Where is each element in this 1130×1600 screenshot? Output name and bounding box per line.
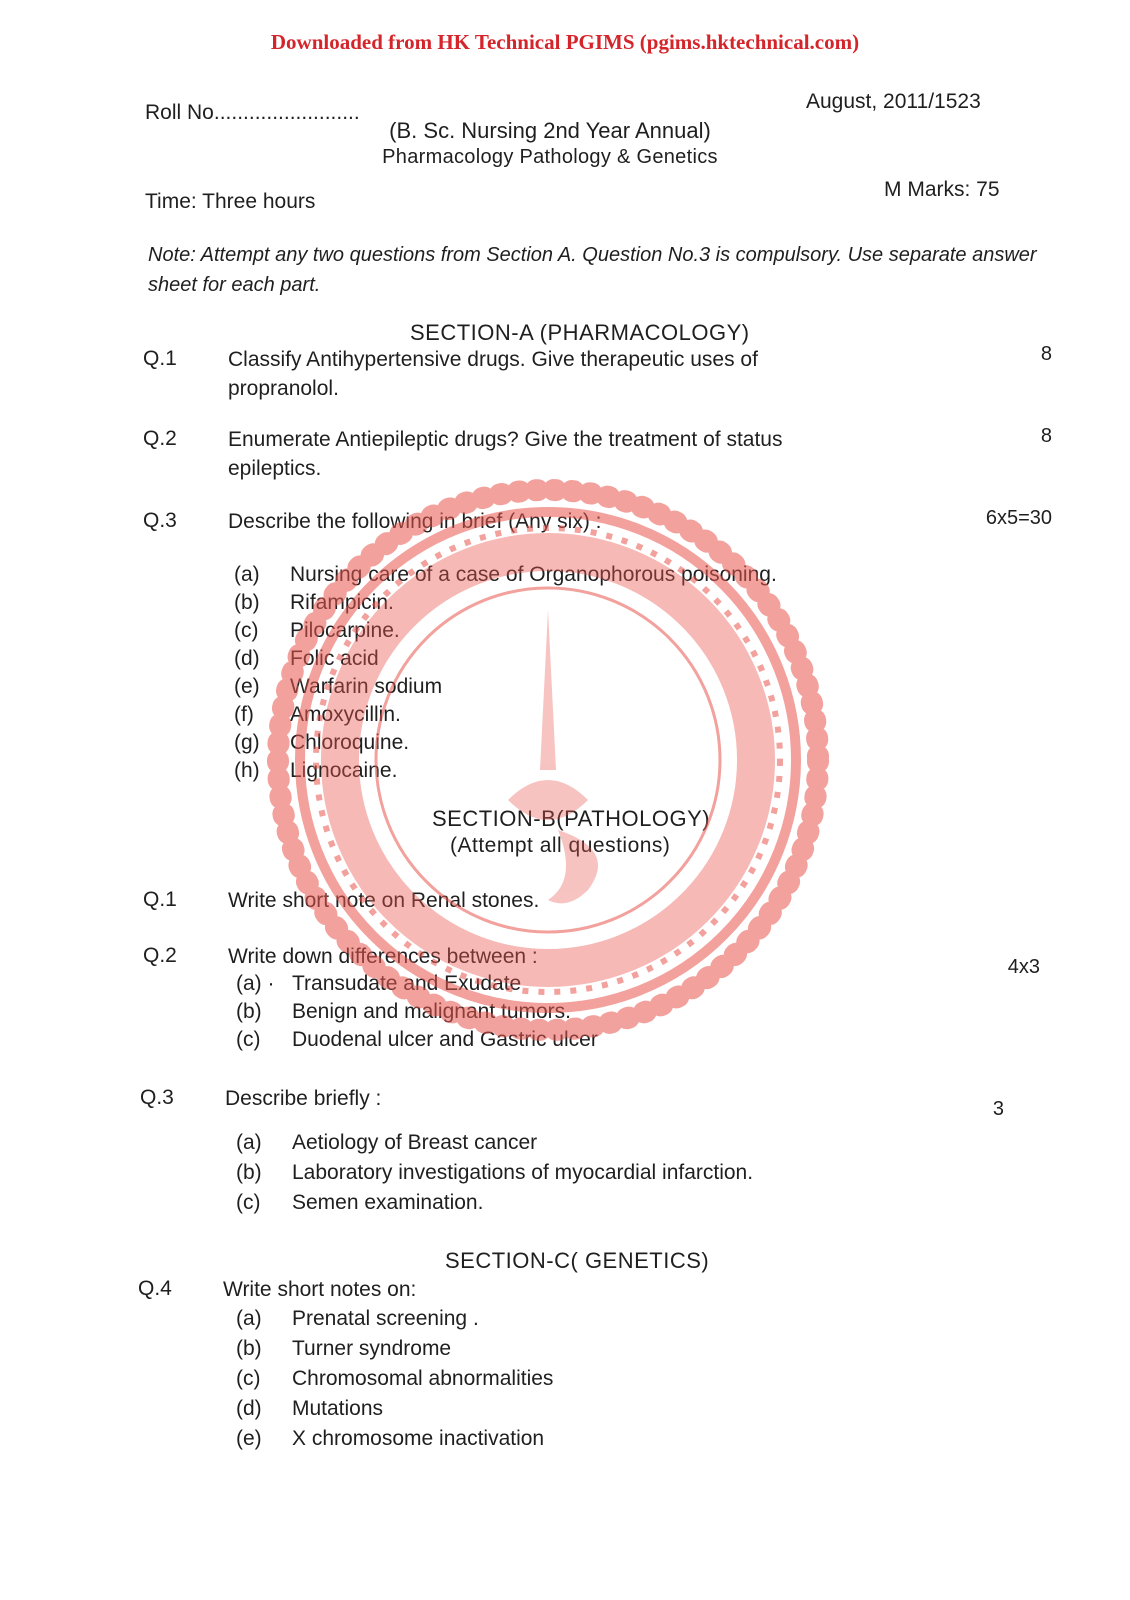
item-label: (d) <box>236 1397 262 1420</box>
question-marks: 8 <box>1040 425 1052 447</box>
item-text: Folic acid <box>290 647 379 670</box>
question-number: Q.1 <box>143 888 177 911</box>
item-label: (e) <box>234 675 260 698</box>
list-item <box>236 1304 553 1334</box>
item-text: Nursing care of a case of Organophorous poisoning. <box>290 563 777 586</box>
item-text: Pilocarpine. <box>290 619 400 642</box>
question-text: Describe briefly : <box>225 1087 382 1110</box>
question-number: Q.3 <box>140 1086 174 1109</box>
list-item <box>236 1334 553 1364</box>
question-marks: 4x3 <box>1007 956 1040 978</box>
section-b-title: SECTION-B(PATHOLOGY) <box>432 806 711 831</box>
item-label: (b) <box>234 591 260 614</box>
item-text: Amoxycillin. <box>290 703 401 726</box>
list-item <box>234 673 777 701</box>
question-text: Write down differences between : <box>228 945 538 968</box>
question-text: Write short notes on: <box>223 1278 417 1301</box>
list-item <box>236 1364 553 1394</box>
question-text: Classify Antihypertensive drugs. Give therapeutic uses of propranolol. <box>228 348 758 400</box>
question-marks: 8 <box>1040 343 1052 365</box>
list-item <box>236 970 598 998</box>
subject-title: Pharmacology Pathology & Genetics <box>382 146 718 168</box>
sub-question-list <box>236 1128 753 1218</box>
item-label: (c) <box>234 619 259 642</box>
list-item <box>234 617 777 645</box>
list-item <box>236 1128 753 1158</box>
list-item <box>234 645 777 673</box>
question-number: Q.2 <box>143 944 177 967</box>
item-label: (b) <box>236 1161 262 1184</box>
item-text: Transudate and Exudate <box>292 972 522 995</box>
list-item <box>234 729 777 757</box>
item-label: (a) · <box>236 972 275 995</box>
section-c-title: SECTION-C( GENETICS) <box>445 1248 710 1273</box>
item-text: Semen examination. <box>292 1191 484 1214</box>
item-text: Rifampicin. <box>290 591 394 614</box>
item-label: (e) <box>236 1427 262 1450</box>
question-number: Q.4 <box>138 1277 172 1300</box>
item-label: (h) <box>234 759 260 782</box>
item-text: Laboratory investigations of myocardial infarction. <box>292 1161 754 1184</box>
item-label: (a) <box>236 1131 262 1154</box>
sub-question-list <box>236 970 598 1054</box>
item-label: (c) <box>236 1191 261 1214</box>
list-item <box>236 998 598 1026</box>
list-item <box>234 561 777 589</box>
section-b-subtitle: (Attempt all questions) <box>450 834 671 857</box>
item-text: Chloroquine. <box>290 731 410 754</box>
item-text: Aetiology of Breast cancer <box>292 1131 538 1154</box>
item-text: Mutations <box>292 1397 384 1420</box>
item-label: (b) <box>236 1337 262 1360</box>
item-text: Benign and malignant tumors. <box>292 1000 571 1023</box>
item-label: (a) <box>234 563 260 586</box>
list-item <box>236 1026 598 1054</box>
item-text: Warfarin sodium <box>290 675 443 698</box>
item-label: (a) <box>236 1307 262 1330</box>
download-banner: Downloaded from HK Technical PGIMS (pgims.hktechnical.com) <box>270 30 860 54</box>
sub-question-list <box>236 1304 553 1454</box>
item-text: Duodenal ulcer and Gastric ulcer <box>292 1028 598 1051</box>
roll-number-field: Roll No......................... <box>145 101 360 124</box>
question-marks: 6x5=30 <box>985 507 1052 529</box>
list-item <box>234 589 777 617</box>
question-marks: 3 <box>992 1098 1004 1120</box>
question-text: Write short note on Renal stones. <box>228 889 540 912</box>
question-text: Enumerate Antiepileptic drugs? Give the treatment of status epileptics. <box>228 428 783 480</box>
course-title: (B. Sc. Nursing 2nd Year Annual) <box>389 118 711 143</box>
item-text: Prenatal screening . <box>292 1307 479 1330</box>
question-number: Q.3 <box>143 509 177 532</box>
item-text: Chromosomal abnormalities <box>292 1367 554 1390</box>
time-allowed: Time: Three hours <box>145 190 316 213</box>
item-text: X chromosome inactivation <box>292 1427 545 1450</box>
question-text: Describe the following in brief (Any six) : <box>228 510 602 533</box>
item-label: (f) <box>234 703 254 726</box>
list-item <box>236 1158 753 1188</box>
item-label: (c) <box>236 1028 261 1051</box>
max-marks: M Marks: 75 <box>884 178 1000 201</box>
section-a-title: SECTION-A (PHARMACOLOGY) <box>410 320 750 345</box>
item-text: Lignocaine. <box>290 759 398 782</box>
list-item <box>236 1188 753 1218</box>
item-text: Turner syndrome <box>292 1337 452 1360</box>
item-label: (g) <box>234 731 260 754</box>
item-label: (d) <box>234 647 260 670</box>
item-label: (c) <box>236 1367 261 1390</box>
list-item <box>236 1394 553 1424</box>
list-item <box>234 757 777 785</box>
item-label: (b) <box>236 1000 262 1023</box>
sub-question-list <box>234 561 777 785</box>
exam-date-code: August, 2011/1523 <box>806 90 981 113</box>
question-number: Q.2 <box>143 427 177 450</box>
exam-instructions-note: Note: Attempt any two questions from Section A. Question No.3 is compulsory. Use separate answer sheet for each part. <box>148 244 1037 296</box>
list-item <box>236 1424 553 1454</box>
list-item <box>234 701 777 729</box>
question-number: Q.1 <box>143 347 177 370</box>
